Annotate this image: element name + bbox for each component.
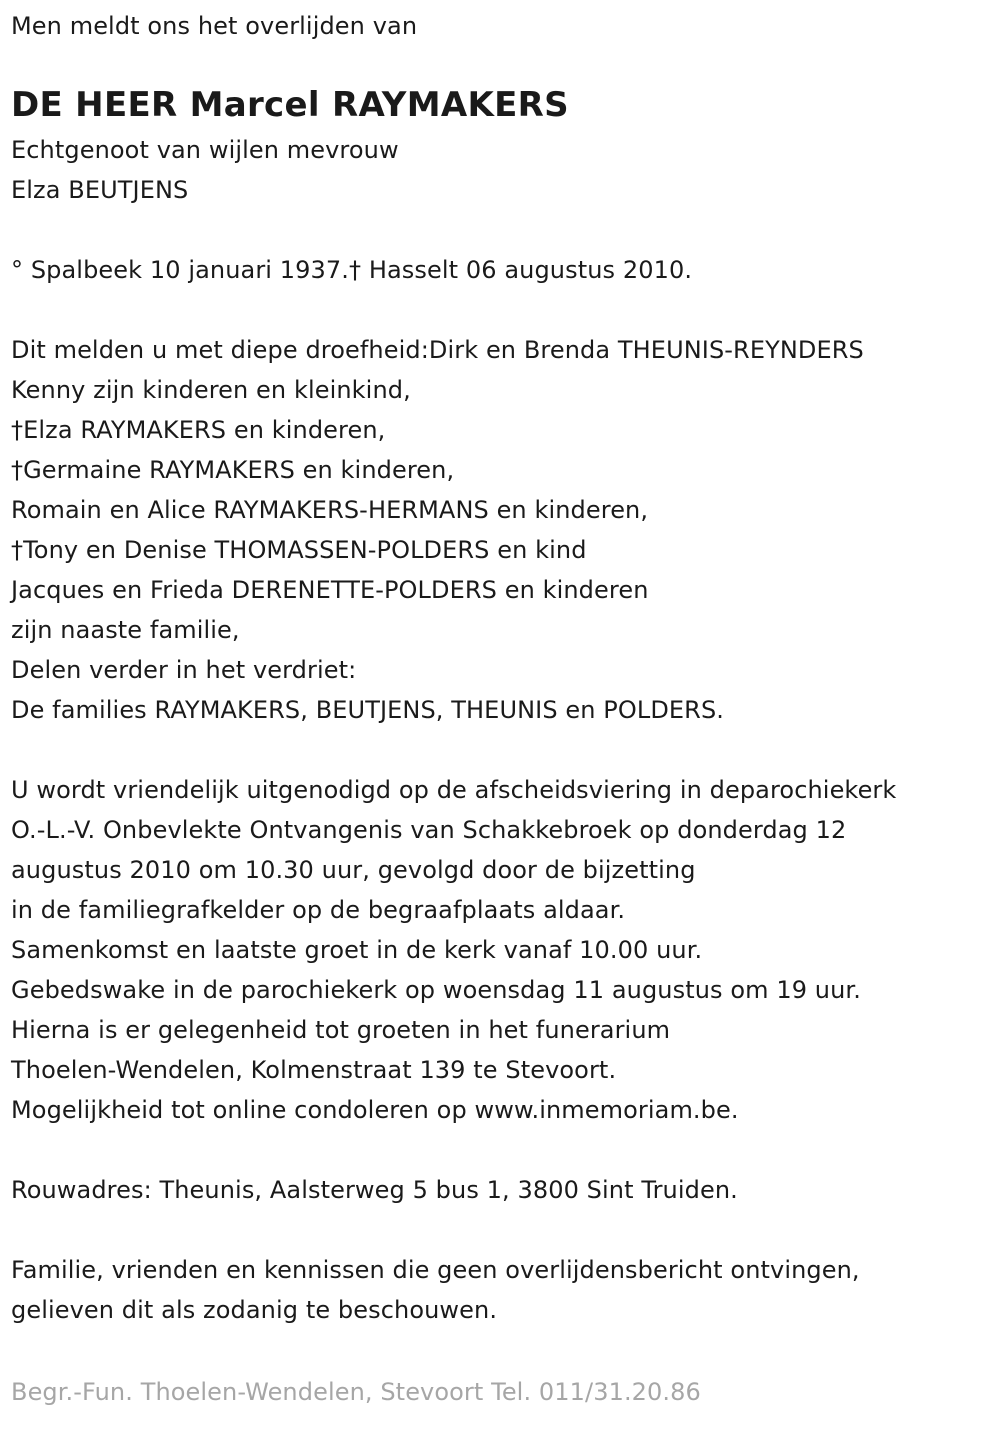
ceremony-line: in de familiegrafkelder op de begraafplaats aldaar. — [11, 896, 626, 924]
notice-line: Familie, vrienden en kennissen die geen overlijdensbericht ontvingen, — [11, 1256, 860, 1284]
family-section — [11, 330, 996, 730]
mourning-address: Rouwadres: Theunis, Aalsterweg 5 bus 1, 3800 Sint Truiden. — [11, 1176, 738, 1204]
notice-line: gelieven dit als zodanig te beschouwen. — [11, 1296, 498, 1324]
intro-text: Men meldt ons het overlijden van — [11, 12, 418, 40]
family-line: De families RAYMAKERS, BEUTJENS, THEUNIS en POLDERS. — [11, 696, 725, 724]
ceremony-line: Samenkomst en laatste groet in de kerk vanaf 10.00 uur. — [11, 936, 703, 964]
ceremony-line: Thoelen-Wendelen, Kolmenstraat 139 te Stevoort. — [11, 1056, 617, 1084]
funeral-home-footer: Begr.-Fun. Thoelen-Wendelen, Stevoort Tel. 011/31.20.86 — [11, 1378, 701, 1406]
obituary-notice — [11, 6, 996, 1330]
spouse-line-1: Echtgenoot van wijlen mevrouw — [11, 136, 399, 164]
family-line: †Elza RAYMAKERS en kinderen, — [11, 416, 386, 444]
ceremony-line: U wordt vriendelijk uitgenodigd op de afscheidsviering in deparochiekerk — [11, 776, 897, 804]
ceremony-line: O.-L.-V. Onbevlekte Ontvangenis van Schakkebroek op donderdag 12 — [11, 816, 847, 844]
family-line: †Germaine RAYMAKERS en kinderen, — [11, 456, 455, 484]
spacer — [11, 730, 996, 770]
spouse-line-2: Elza BEUTJENS — [11, 176, 189, 204]
family-line: †Tony en Denise THOMASSEN-POLDERS en kind — [11, 536, 587, 564]
birth-death-dates: ° Spalbeek 10 januari 1937.† Hasselt 06 augustus 2010. — [11, 256, 693, 284]
ceremony-line: Gebedswake in de parochiekerk op woensdag 11 augustus om 19 uur. — [11, 976, 861, 1004]
spacer — [11, 1210, 996, 1250]
family-line: Jacques en Frieda DERENETTE-POLDERS en kinderen — [11, 576, 649, 604]
ceremony-line: augustus 2010 om 10.30 uur, gevolgd door de bijzetting — [11, 856, 696, 884]
spacer — [11, 1130, 996, 1170]
family-line: Dit melden u met diepe droefheid:Dirk en Brenda THEUNIS-REYNDERS — [11, 336, 864, 364]
ceremony-section — [11, 770, 996, 1130]
ceremony-line: Mogelijkheid tot online condoleren op www.inmemoriam.be. — [11, 1096, 739, 1124]
ceremony-line: Hierna is er gelegenheid tot groeten in het funerarium — [11, 1016, 671, 1044]
spacer — [11, 210, 996, 250]
family-line: Delen verder in het verdriet: — [11, 656, 357, 684]
notice-section — [11, 1250, 996, 1330]
deceased-name: DE HEER Marcel RAYMAKERS — [11, 85, 569, 125]
spacer — [11, 290, 996, 330]
family-line: Kenny zijn kinderen en kleinkind, — [11, 376, 411, 404]
family-line: zijn naaste familie, — [11, 616, 240, 644]
family-line: Romain en Alice RAYMAKERS-HERMANS en kinderen, — [11, 496, 649, 524]
